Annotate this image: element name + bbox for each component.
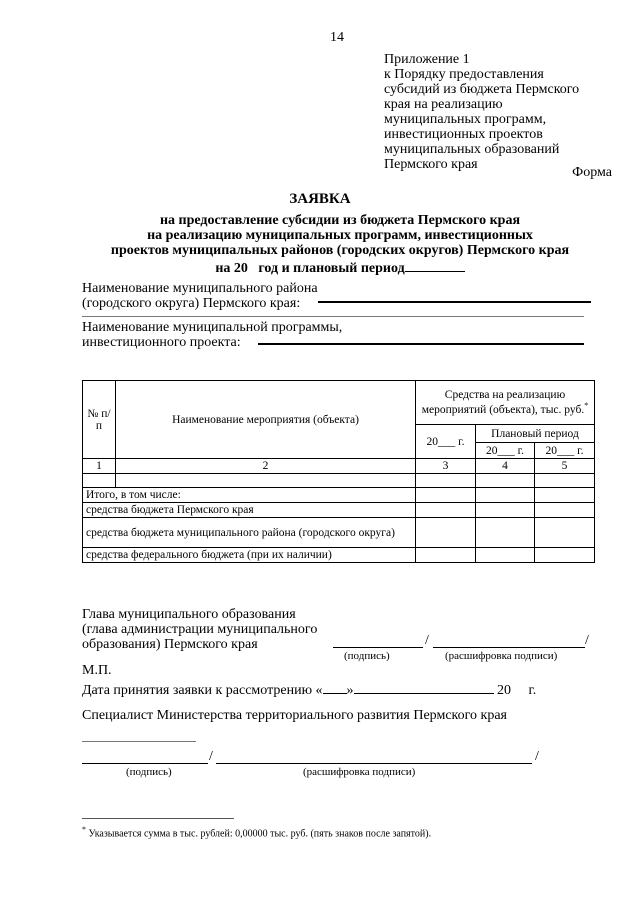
slash: /	[209, 749, 213, 764]
table-cell[interactable]	[116, 474, 416, 488]
col-header-plan-year-1: 20___ г.	[476, 443, 535, 459]
specialist-signature-line[interactable]	[82, 763, 208, 764]
specialist-label: Специалист Министерства территориального развития Пермского края	[82, 708, 507, 723]
table-cell[interactable]	[535, 518, 595, 548]
appendix-line: субсидий из бюджета Пермского	[384, 82, 580, 97]
subtitle-line: на реализацию муниципальных программ, инвестиционных	[147, 228, 533, 243]
col-header-num: № п/п	[83, 381, 116, 459]
subtitle-line: на предоставление субсидии из бюджета Пермского края	[159, 213, 521, 228]
table-row	[83, 548, 595, 563]
col-number: 1	[83, 459, 116, 474]
col-number: 4	[476, 459, 535, 474]
appendix-line: муниципальных программ,	[384, 112, 547, 127]
specialist-decode-line[interactable]	[216, 763, 532, 764]
head-signature-line[interactable]	[333, 647, 423, 648]
table-cell[interactable]	[476, 488, 535, 503]
footnote: * Указывается сумма в тыс. рублей: 0,00000 тыс. руб. (пять знаков после запятой).	[82, 825, 432, 840]
col-header-year: 20___ г.	[416, 425, 476, 459]
sign-caption: (подпись)	[344, 650, 390, 662]
program-input-line[interactable]	[258, 343, 584, 345]
table-cell[interactable]	[83, 474, 116, 488]
table-cell[interactable]	[416, 548, 476, 563]
footnote-mark: *	[584, 401, 589, 411]
program-label: Наименование муниципальной программы, инвестиционного проекта:	[82, 320, 343, 350]
table-cell[interactable]	[416, 488, 476, 503]
plan-period-blank[interactable]	[405, 258, 465, 272]
date-day-blank[interactable]	[323, 693, 347, 694]
district-input-line[interactable]	[318, 301, 591, 303]
table-cell[interactable]	[535, 548, 595, 563]
subtitle-line: проектов муниципальных районов (городских округов) Пермского края	[110, 243, 570, 258]
appendix-line: муниципальных образований	[384, 142, 560, 157]
head-decode-line[interactable]	[433, 647, 585, 648]
date-month-blank[interactable]	[354, 693, 494, 694]
sign-caption: (подпись)	[126, 766, 172, 778]
appendix-line: Пермского края	[384, 157, 478, 172]
table-cell[interactable]	[416, 518, 476, 548]
col-header-plan-year-2: 20___ г.	[535, 443, 595, 459]
subtitle-line-year	[60, 258, 620, 276]
decode-caption: (расшифровка подписи)	[303, 766, 416, 778]
table-cell[interactable]	[535, 474, 595, 488]
table-cell[interactable]	[535, 488, 595, 503]
table-cell[interactable]	[416, 503, 476, 518]
measures-table	[82, 380, 595, 563]
footnote-mark: *	[82, 825, 86, 834]
document-title: ЗАЯВКА	[289, 191, 351, 207]
row-label-federal: средства федерального бюджета (при их наличии)	[83, 548, 416, 563]
table-row	[83, 503, 595, 518]
subtitle-year-suffix: год и плановый период	[258, 261, 405, 276]
col-header-funds: Средства на реализацию мероприятий (объекта), тыс. руб.*	[416, 381, 595, 425]
table-cell[interactable]	[476, 503, 535, 518]
table-cell[interactable]	[476, 548, 535, 563]
table-cell[interactable]	[535, 503, 595, 518]
subtitle-year-prefix: на 20	[215, 261, 248, 276]
stamp-label: М.П.	[82, 663, 112, 678]
table-row-empty	[83, 474, 595, 488]
footnote-separator	[82, 818, 234, 819]
page-number: 14	[330, 30, 344, 45]
slash: /	[585, 633, 589, 648]
decode-caption: (расшифровка подписи)	[445, 650, 558, 662]
table-cell[interactable]	[476, 518, 535, 548]
table-cell[interactable]	[476, 474, 535, 488]
slash: /	[535, 749, 539, 764]
date-row: Дата принятия заявки к рассмотрению « » 20 г.	[82, 683, 537, 698]
district-second-line[interactable]	[82, 316, 584, 317]
document-subtitle	[60, 213, 620, 276]
appendix-line: края на реализацию	[384, 97, 503, 112]
table-row	[83, 518, 595, 548]
row-label-region: средства бюджета Пермского края	[83, 503, 416, 518]
col-header-name: Наименование мероприятия (объекта)	[116, 381, 416, 459]
row-label-total: Итого, в том числе:	[83, 488, 416, 503]
form-label: Форма	[572, 165, 612, 180]
table-row	[83, 488, 595, 503]
row-label-municipal: средства бюджета муниципального района (городского округа)	[83, 518, 416, 548]
appendix-line: Приложение 1	[384, 52, 470, 67]
head-title: Глава муниципального образования (глава администрации муниципального образования) Пермского края	[82, 607, 318, 652]
slash: /	[425, 633, 429, 648]
appendix-line: инвестиционных проектов	[384, 127, 543, 142]
col-number: 5	[535, 459, 595, 474]
appendix-line: к Порядку предоставления	[384, 67, 544, 82]
appendix-block	[384, 52, 624, 172]
col-number: 3	[416, 459, 476, 474]
col-number: 2	[116, 459, 416, 474]
district-label: Наименование муниципального района (городского округа) Пермского края:	[82, 281, 318, 311]
table-cell[interactable]	[416, 474, 476, 488]
specialist-fine-line[interactable]	[82, 741, 196, 742]
col-header-plan: Плановый период	[476, 425, 595, 443]
